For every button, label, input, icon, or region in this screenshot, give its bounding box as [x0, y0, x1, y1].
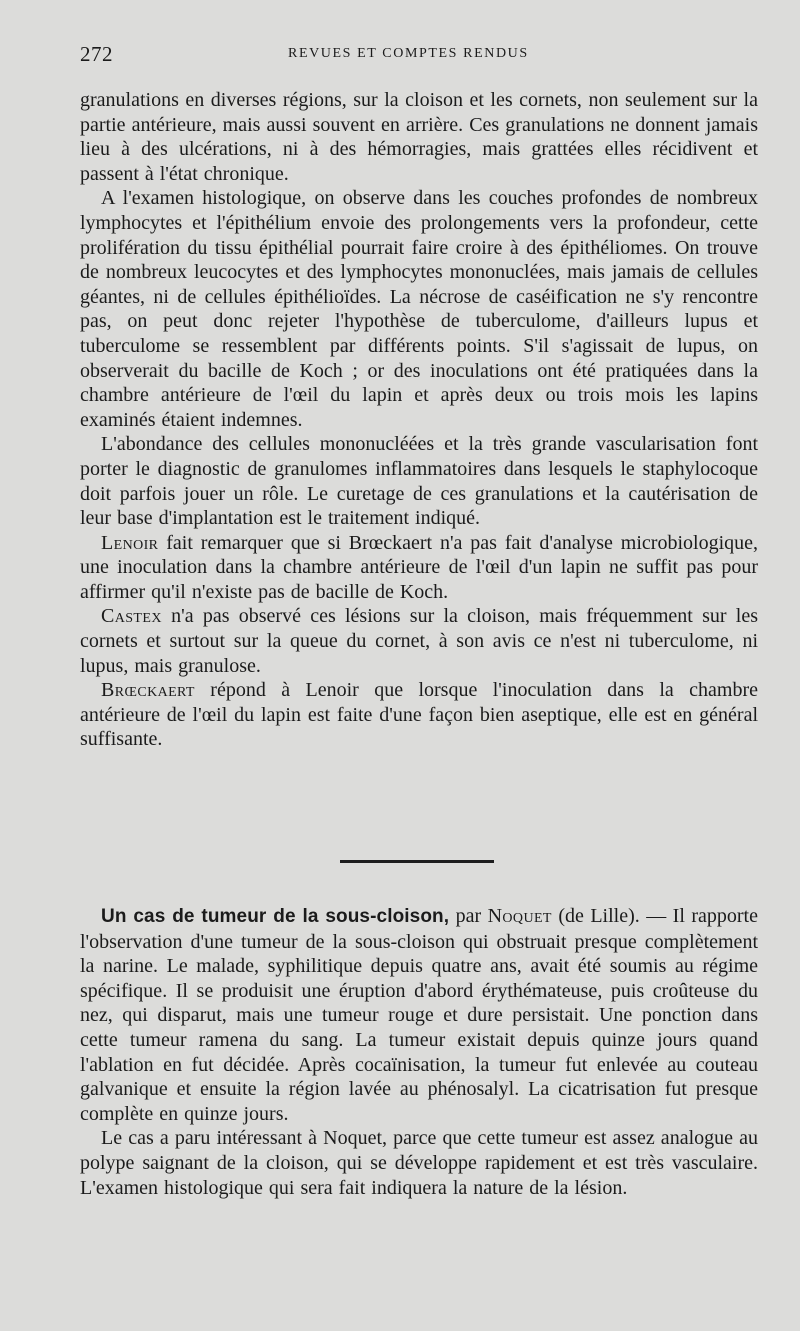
- author-affiliation: (de Lille). —: [551, 905, 673, 927]
- speaker-name: Lenoir: [101, 531, 159, 554]
- page-header: [80, 42, 760, 66]
- speaker-remark: fait remarquer que si Brœckaert n'a pas fait d'analyse microbiologique, une inoculation dans la chambre antérieure de l'œil d'un lapin ne suffit pas pour affirmer qu'il n'existe pas de bacille de Koch.: [80, 531, 758, 603]
- speaker-remark: n'a pas observé ces lésions sur la cloison, mais fréquemment sur les cornets et surtout sur la queue du cornet, à son avis ce n'est ni tuberculome, ni lupus, mais granulose.: [80, 605, 758, 677]
- byline-par: par: [449, 905, 488, 927]
- speaker-name: Castex: [101, 605, 162, 628]
- article-conclusion: Le cas a paru intéressant à Noquet, parce que cette tumeur est assez analogue au polype saignant de la cloison, qui se développe rapidement et est très vasculaire. L'examen histologique qui sera fait indiquera la nature de la lésion.: [80, 1127, 758, 1199]
- speaker-name: Brœckaert: [101, 679, 195, 702]
- continuation-paragraph: granulations en diverses régions, sur la cloison et les cornets, non seulement sur la partie antérieure, mais aussi souvent en arrière. Ces granulations ne donnent jamais lieu à des ulcérations, ni à des hémorragies, mais grattées elles récidivent et passent à l'état chronique.: [80, 89, 758, 185]
- discussion-lenoir: [80, 531, 758, 605]
- continuation-section: [80, 88, 758, 752]
- article-author: Noquet: [487, 905, 552, 927]
- discussion-castex: [80, 604, 758, 678]
- discussion-broeckaert: [80, 678, 758, 752]
- page-number: 272: [80, 42, 113, 66]
- section-divider: [340, 860, 494, 863]
- running-title: REVUES ET COMPTES RENDUS: [288, 46, 529, 61]
- article-title: Un cas de tumeur de la sous-cloison,: [101, 906, 450, 927]
- article-paragraph: [80, 904, 758, 1126]
- article-section: [80, 904, 758, 1200]
- article-body: Il rapporte l'observation d'une tumeur de la sous-cloison qui obstruait presque complètement la narine. Le malade, syphilitique depuis quatre ans, avait été soumis au régime spécifique. Il se produisit une éruption d'abord érythémateuse, puis croûteuse du nez, qui disparut, mais une tumeur rouge et dure persistait. Une ponction dans cette tumeur ramena du sang. La tumeur existait depuis quinze jours quand l'ablation en fut décidée. Après cocaïnisation, la tumeur fut enlevée au couteau galvanique et ensuite la région lavée au phénosalyl. La cicatrisation fut presque complète en quinze jours.: [80, 905, 758, 1125]
- speaker-remark: répond à Lenoir que lorsque l'inoculation dans la chambre antérieure de l'œil du lapin est faite d'une façon bien aseptique, elle est en général suffisante.: [80, 679, 758, 751]
- diagnosis-paragraph: L'abondance des cellules mononucléées et la très grande vascularisation font porter le diagnostic de granulomes inflammatoires dans lesquels le staphylocoque doit parfois jouer un rôle. Le curetage de ces granulations et la cautérisation de leur base d'implantation est le traitement indiqué.: [80, 433, 758, 530]
- histology-paragraph: A l'examen histologique, on observe dans les couches profondes de nombreux lymphocytes et l'épithélium envoie des prolongements vers la profondeur, cette prolifération du tissu épithélial pourrait faire croire à des épithéliomes. On trouve de nombreux leucocytes et des lymphocytes mononuclées, mais jamais de cellules géantes, ni de cellules épithélioïdes. La nécrose de caséification ne s'y rencontre pas, on peut donc rejeter l'hypothèse de tuberculome, d'ailleurs lupus et tuberculome se ressemblent par différents points. S'il s'agissait de lupus, on observerait du bacille de Koch ; or des inoculations ont été pratiquées dans la chambre antérieure de l'œil du lapin et après deux ou trois mois les lapins examinés étaient indemnes.: [80, 187, 758, 431]
